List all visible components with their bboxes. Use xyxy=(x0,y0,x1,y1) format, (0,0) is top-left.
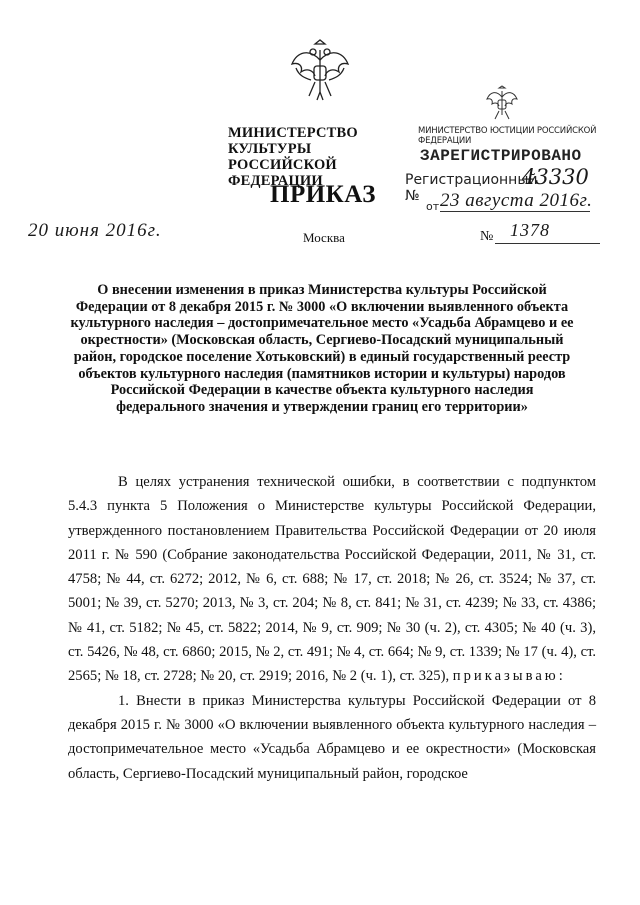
stamp-reg-label: Регистрационный № xyxy=(405,172,538,204)
stamp-date-underline xyxy=(440,211,590,212)
document-body xyxy=(68,470,596,786)
stamp-reg-number: 43330 xyxy=(522,165,589,189)
paragraph-preamble xyxy=(68,470,596,689)
stamp-emblem-icon xyxy=(485,85,519,121)
ministry-name xyxy=(228,125,428,189)
doc-type-title: ПРИКАЗ xyxy=(270,181,376,208)
stamp-date-value: 23 августа 2016г. xyxy=(440,190,593,211)
stamp-registered: ЗАРЕГИСТРИРОВАНО xyxy=(420,147,582,165)
stamp-authority: МИНИСТЕРСТВО ЮСТИЦИИ РОССИЙСКОЙ ФЕДЕРАЦИИ xyxy=(418,126,597,146)
city: Москва xyxy=(303,230,345,245)
ministry-line-1: МИНИСТЕРСТВО КУЛЬТУРЫ xyxy=(228,125,358,157)
ministry-line-2: РОССИЙСКОЙ ФЕДЕРАЦИИ xyxy=(228,157,337,189)
preamble-text: В целях устранения технической ошибки, в соответствии с подпунктом 5.4.3 пункта 5 Положения о Министерстве культуры Российской Федерации, утвержденного постановлением Правительства Российской Федерации от 20 июля 2011 г. № 590 (Собрание законодательства Российской Федерации, 2011, № 31, ст. 4758; № 44, ст. 6272; 2012, № 6, ст. 688; № 17, ст. 2018; № 26, ст. 3524; № 37, ст. 5001; № 39, ст. 5270; 2013, № 3, ст. 204; № 8, ст. 841; № 31, ст. 4239; № 33, ст. 4386; № 41, ст. 5182; № 45, ст. 5822; 2014, № 9, ст. 909; № 30 (ч. 2), ст. 4305; № 40 (ч. 3), ст. 5426, № 48, ст. 6860; 2015, № 2, ст. 491; № 4, ст. 664; № 9, ст. 1339; № 17 (ч. 4), ст. 2565; № 18, ст. 2728; № 20, ст. 2919; 2016, № 2 (ч. 1), ст. 325), xyxy=(68,474,596,685)
handwritten-date: 20 июня 2016г. xyxy=(28,220,162,241)
handwritten-number: 1378 xyxy=(510,220,550,240)
number-underline xyxy=(495,243,600,244)
order-heading: О внесении изменения в приказ Министерства культуры Российской Федерации от 8 декабря 2015 г. № 3000 «О включении выявленного объекта культурного наследия – достопримечательное место «Усадьба Абрамцево и ее окрестности» (Московская область, Сергиево-Посадский муниципальный район, городское поселение Хотьковский) в единый государственный реестр объектов культурного наследия (памятников истории и культуры) народов Российской Федерации в качестве объекта культурного наследия федерального значения и утверждении границ его территории» xyxy=(70,282,574,415)
number-label: № xyxy=(480,229,494,244)
order-word: приказываю: xyxy=(452,668,566,685)
stamp-date-label: от xyxy=(426,200,440,213)
paragraph-item-1: 1. Внести в приказ Министерства культуры Российской Федерации от 8 декабря 2015 г. № 3000 «О включении выявленного объекта культурного наследия – достопримечательное место «Усадьба Абрамцево и ее окрестности» (Московская область, Сергиево-Посадский муниципальный район, городское xyxy=(68,692,596,782)
emblem-icon xyxy=(287,38,353,104)
